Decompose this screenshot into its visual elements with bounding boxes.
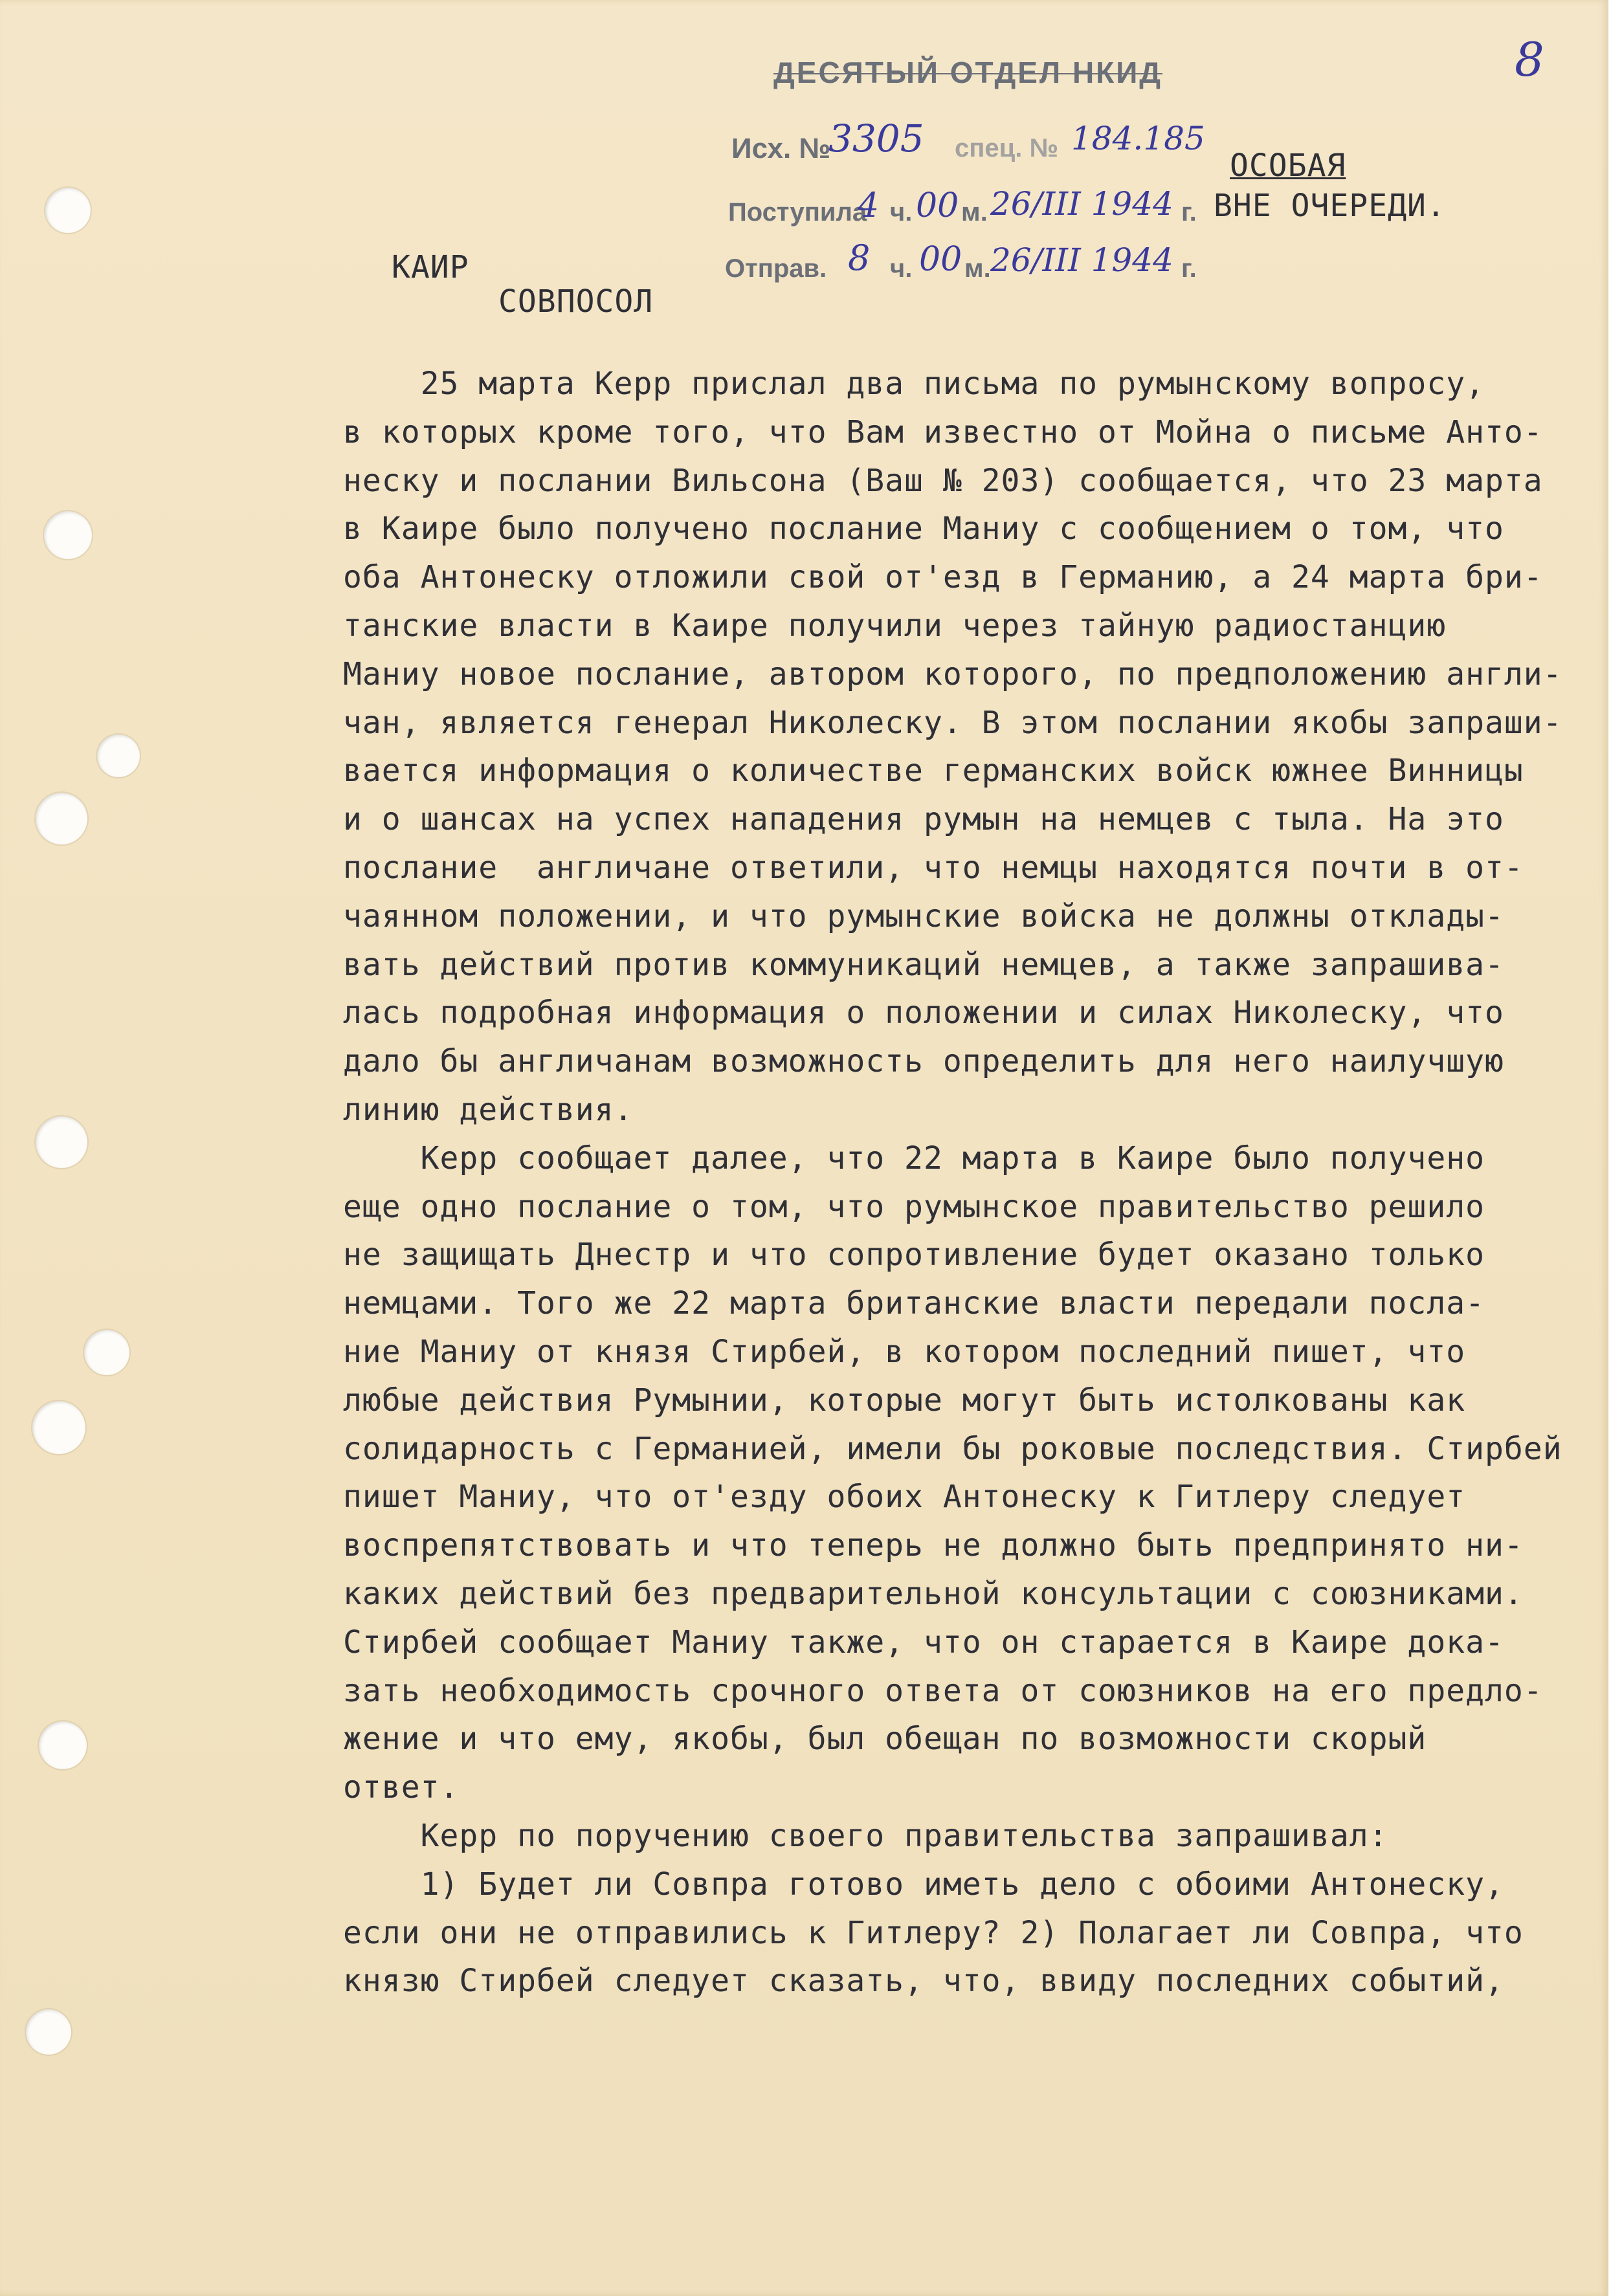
- body-line: дало бы англичанам возможность определить для него наилучшую: [343, 1043, 1504, 1080]
- body-line: в которых кроме того, что Вам известно от Мойна о письме Анто-: [343, 414, 1543, 450]
- stamp-sent-date: 26/III 1944: [990, 241, 1173, 279]
- priority-line-2: ВНЕ ОЧЕРЕДИ.: [1214, 188, 1446, 224]
- body-line: послание англичане ответили, что немцы находятся почти в от-: [343, 850, 1524, 886]
- body-line: воспрепятствовать и что теперь не должно быть предпринято ни-: [343, 1527, 1524, 1564]
- body-line: в Каире было получено послание Маниу с сообщением о том, что: [343, 511, 1504, 547]
- punch-hole: [39, 1721, 87, 1769]
- punch-hole: [44, 511, 92, 559]
- body-line: ответ.: [343, 1769, 460, 1806]
- body-line: вается информация о количестве германских войск южнее Винницы: [343, 753, 1524, 789]
- body-line: жение и что ему, якобы, был обещан по возможности скорый: [343, 1721, 1427, 1758]
- punch-hole: [45, 188, 91, 233]
- body-line: если они не отправились к Гитлеру? 2) Полагает ли Совпра, что: [343, 1914, 1524, 1951]
- body-line: Керр сообщает далее, что 22 марта в Каире было получено: [343, 1140, 1485, 1176]
- body-line: немцами. Того же 22 марта британские власти передали посла-: [343, 1285, 1485, 1322]
- stamp-hour-suffix: ч.: [890, 198, 913, 226]
- body-line: зать необходимость срочного ответа от союзников на его предло-: [343, 1672, 1543, 1709]
- stamp-sent-row: [725, 237, 1204, 288]
- stamp-spec-label: спец. №: [955, 134, 1059, 162]
- body-line: каких действий без предварительной консультации с союзниками.: [343, 1576, 1524, 1612]
- stamp-year-suffix: г.: [1181, 198, 1197, 226]
- page-number: 8: [1515, 32, 1544, 87]
- stamp-department: ДЕСЯТЫЙ ОТДЕЛ НКИД: [773, 56, 1163, 89]
- stamp-minute-suffix: м.: [964, 254, 991, 283]
- punch-hole: [32, 1401, 85, 1454]
- stamp-outgoing-label: Исх. №: [731, 133, 831, 164]
- stamp-outgoing-number: 3305: [828, 116, 924, 160]
- punch-hole: [36, 793, 87, 844]
- body-line: любые действия Румынии, которые могут быть истолкованы как: [343, 1382, 1466, 1418]
- body-line: 1) Будет ли Совпра готово иметь дело с обоими Антонеску,: [343, 1866, 1504, 1903]
- body-line: оба Антонеску отложили свой от'езд в Германию, а 24 марта бри-: [343, 559, 1543, 596]
- stamp-year-suffix: г.: [1181, 254, 1197, 283]
- stamp-hour-suffix: ч.: [890, 254, 913, 283]
- body-line: пишет Маниу, что от'езду обоих Антонеску к Гитлеру следует: [343, 1479, 1466, 1516]
- address-city: КАИР: [392, 249, 469, 285]
- body-line: чан, является генерал Николеску. В этом послании якобы запраши-: [343, 704, 1562, 741]
- body-line: линию действия.: [343, 1092, 634, 1128]
- body-line: 25 марта Керр прислал два письма по румынскому вопросу,: [343, 366, 1485, 402]
- body-line: князю Стирбей следует сказать, что, ввиду последних событий,: [343, 1963, 1504, 2000]
- stamp-sent-hour: 8: [848, 237, 871, 278]
- body-line: не защищать Днестр и что сопротивление будет оказано только: [343, 1237, 1485, 1274]
- body-line: вать действий против коммуникаций немцев, а также запрашива-: [343, 946, 1504, 983]
- body-line: Стирбей сообщает Маниу также, что он старается в Каире дока-: [343, 1624, 1504, 1661]
- body-line: еще одно послание о том, что румынское правительство решило: [343, 1188, 1485, 1225]
- body-line: неску и послании Вильсона (Ваш № 203) сообщается, что 23 марта: [343, 462, 1543, 499]
- stamp-received-minute: 00: [916, 186, 959, 225]
- body-line: Маниу новое послание, автором которого, по предположению англи-: [343, 656, 1562, 692]
- stamp-sent-label: Отправ.: [725, 254, 827, 283]
- body-line: лась подробная информация о положении и силах Николеску, что: [343, 995, 1504, 1032]
- body-line: солидарность с Германией, имели бы роковые последствия. Стирбей: [343, 1430, 1562, 1467]
- body-line: ние Маниу от князя Стирбей, в котором последний пишет, что: [343, 1334, 1466, 1370]
- punch-hole: [36, 1116, 87, 1168]
- punch-hole: [97, 734, 140, 777]
- stamp-received-label: Поступила: [728, 198, 867, 226]
- body-line: и о шансах на успех нападения румын на немцев с тыла. На это: [343, 801, 1504, 838]
- body-line: Керр по поручению своего правительства запрашивал:: [343, 1818, 1388, 1854]
- stamp-received-hour: 4: [858, 186, 880, 225]
- stamp-received-date: 26/III 1944: [990, 185, 1173, 223]
- body-line: танские власти в Каире получили через тайную радиостанцию: [343, 608, 1447, 644]
- body-line: чаянном положении, и что румынские войска не должны отклады-: [343, 898, 1504, 934]
- punch-hole: [26, 2009, 71, 2055]
- stamp-received-row: [728, 185, 1207, 233]
- priority-line-1: ОСОБАЯ: [1230, 148, 1346, 184]
- stamp-minute-suffix: м.: [961, 198, 988, 226]
- stamp-sent-minute: 00: [919, 240, 962, 279]
- stamp-spec-number: 184.185: [1071, 120, 1205, 157]
- address-recipient: СОВПОСОЛ: [498, 283, 654, 320]
- stamp-outgoing-row: [731, 116, 1205, 171]
- punch-hole: [84, 1330, 129, 1375]
